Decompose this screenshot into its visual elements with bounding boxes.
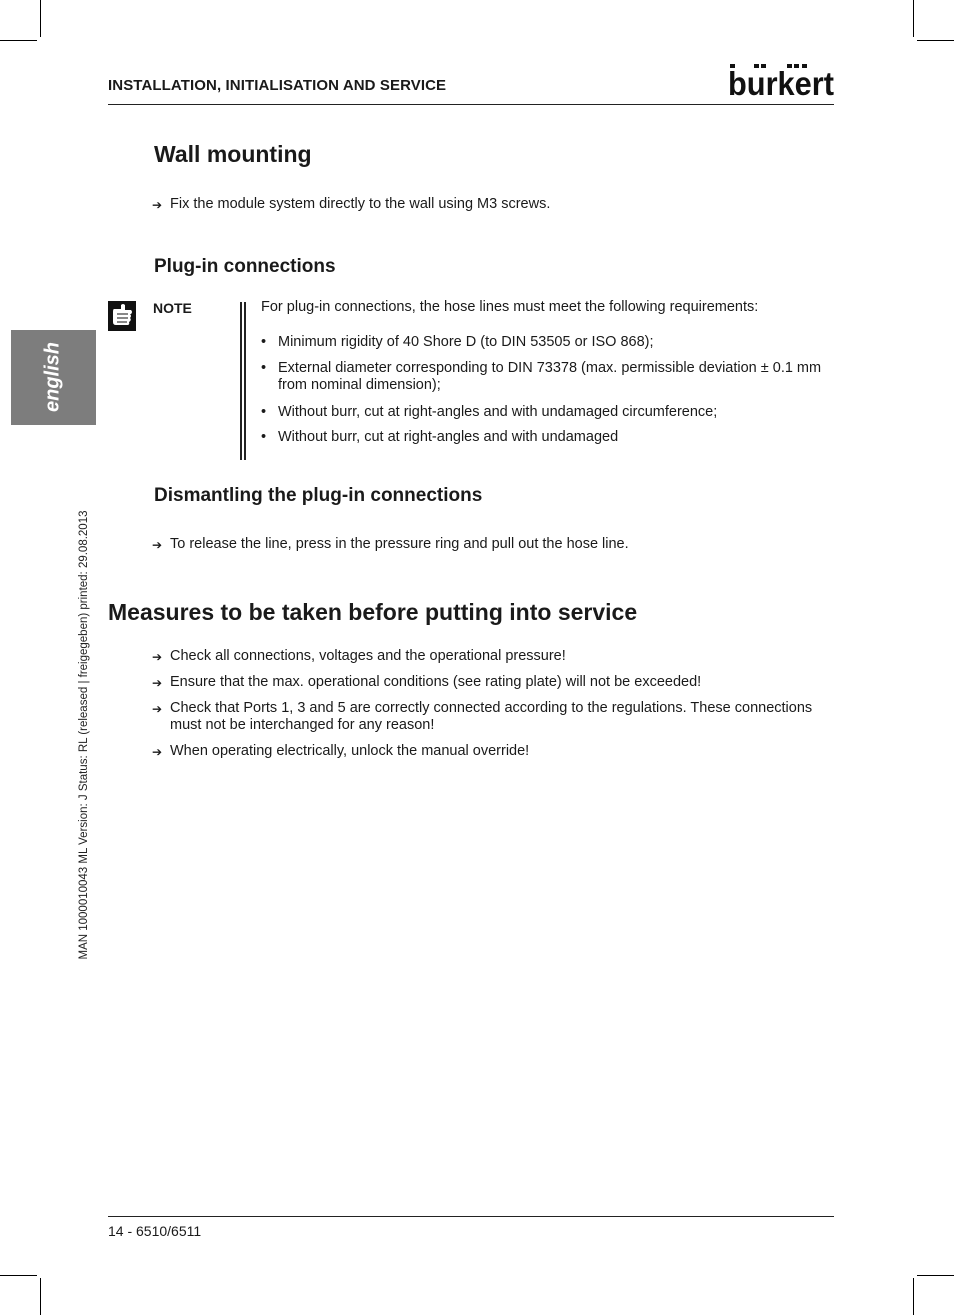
note-label: NOTE xyxy=(153,300,192,316)
list-item xyxy=(261,360,831,394)
step-item xyxy=(152,700,832,734)
crop-mark xyxy=(913,1278,914,1315)
list-item xyxy=(261,429,831,446)
step-item xyxy=(152,196,832,214)
bullet: • xyxy=(261,360,267,376)
bullet: • xyxy=(261,404,267,420)
crop-mark xyxy=(40,0,41,37)
step-item xyxy=(152,648,832,666)
step-text: Ensure that the max. operational conditions (see rating plate) will not be exceeded! xyxy=(170,674,702,690)
language-label: english xyxy=(41,341,64,413)
crop-mark xyxy=(913,0,914,37)
heading-plug-in-connections: Plug-in connections xyxy=(154,256,336,277)
arrow-right-icon: ➔ xyxy=(152,676,163,690)
heading-dismantling: Dismantling the plug-in connections xyxy=(154,485,483,506)
bullet: • xyxy=(261,429,267,445)
step-item xyxy=(152,674,832,692)
heading-wall-mounting: Wall mounting xyxy=(154,141,312,167)
page-number: 14 - 6510/6511 xyxy=(108,1223,202,1239)
arrow-right-icon: ➔ xyxy=(152,745,163,759)
crop-mark xyxy=(917,1275,954,1276)
list-item xyxy=(261,404,831,421)
step-item xyxy=(152,536,832,554)
step-text: Fix the module system directly to the wall using M3 screws. xyxy=(170,196,551,212)
burkert-logo xyxy=(728,64,834,98)
arrow-right-icon: ➔ xyxy=(152,538,163,552)
step-text: Check that Ports 1, 3 and 5 are correctly connected according to the regulations. These connections must not be interchanged for any reason! xyxy=(170,700,813,733)
running-header: INSTALLATION, INITIALISATION AND SERVICE xyxy=(108,77,447,94)
arrow-right-icon: ➔ xyxy=(152,198,163,212)
footer-rule xyxy=(108,1216,834,1217)
step-text: Check all connections, voltages and the operational pressure! xyxy=(170,648,566,664)
list-item-text: Without burr, cut at right-angles and with undamaged xyxy=(278,429,619,445)
arrow-right-icon: ➔ xyxy=(152,702,163,716)
crop-mark xyxy=(917,40,954,41)
heading-measures: Measures to be taken before putting into service xyxy=(108,599,638,625)
step-item xyxy=(152,743,832,761)
note-divider xyxy=(244,302,246,460)
list-item-text: Minimum rigidity of 40 Shore D (to DIN 53505 or ISO 868); xyxy=(278,334,654,350)
svg-text:burkert: burkert xyxy=(728,65,834,98)
crop-mark xyxy=(0,1275,37,1276)
list-item xyxy=(261,334,831,351)
hand-pointing-icon xyxy=(108,301,136,331)
step-text: When operating electrically, unlock the manual override! xyxy=(170,743,530,759)
bullet: • xyxy=(261,334,267,350)
document-metadata: MAN 1000010043 ML Version: J Status: RL (released | freigegeben) printed: 29.08.2013 xyxy=(78,510,90,960)
arrow-right-icon: ➔ xyxy=(152,650,163,664)
note-divider xyxy=(240,302,242,460)
language-tab xyxy=(11,330,96,425)
list-item-text: Without burr, cut at right-angles and with undamaged circumference; xyxy=(278,404,718,420)
note-intro: For plug-in connections, the hose lines must meet the following requirements: xyxy=(261,299,759,315)
header-rule xyxy=(108,104,834,105)
step-text: To release the line, press in the pressure ring and pull out the hose line. xyxy=(170,536,629,552)
list-item-text: External diameter corresponding to DIN 73378 (max. permissible deviation ± 0.1 mm from nominal dimension); xyxy=(278,360,822,393)
crop-mark xyxy=(0,40,37,41)
crop-mark xyxy=(40,1278,41,1315)
